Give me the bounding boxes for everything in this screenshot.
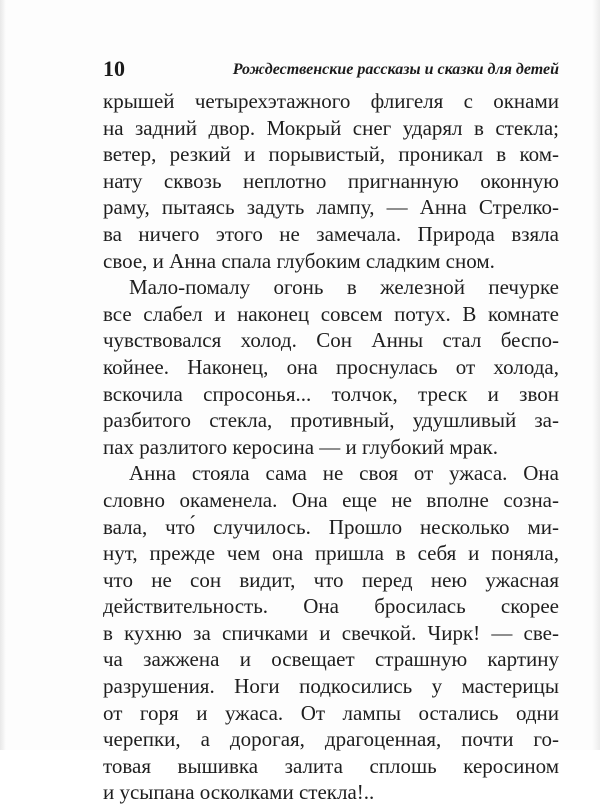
text-line: вскочила спросонья... толчок, треск и звон <box>103 381 559 406</box>
text-line: ва ничего этого не замечала. Природа взяла <box>103 221 559 246</box>
text-line: чувствовался холод. Сон Анны стал беспо- <box>103 328 559 353</box>
text-line: свое, и Анна спала глубоким сладким сном. <box>103 248 495 273</box>
text-line: действительность. Она бросилась скорее <box>103 594 559 619</box>
body-text <box>103 88 559 806</box>
text-line: нату сквозь неплотно пригнанную оконную <box>103 168 559 193</box>
text-line: раму, пытаясь задуть лампу, — Анна Стрелко- <box>103 195 559 220</box>
text-line: Анна стояла сама не своя от ужаса. Она <box>129 461 559 486</box>
page-edge-shadow <box>592 0 600 750</box>
text-line: и усыпана осколками стекла!.. <box>103 780 375 805</box>
text-line: ветер, резкий и порывистый, проникал в ком- <box>103 142 559 167</box>
text-line: койнее. Наконец, она проснулась от холода, <box>103 354 559 379</box>
text-line: разрушения. Ноги подкосились у мастерицы <box>103 674 559 699</box>
text-line: на задний двор. Мокрый снег ударял в стекла; <box>103 115 559 140</box>
page-gutter-shadow <box>0 0 6 750</box>
text-line: пах разлитого керосина — и глубокий мрак. <box>103 434 498 459</box>
text-line: нут, прежде чем она пришла в себя и поняла, <box>103 541 559 566</box>
text-line: товая вышивка залита сплошь керосином <box>103 753 559 778</box>
text-line: черепки, а дорогая, драгоценная, почти го- <box>103 727 559 752</box>
text-line: словно окаменела. Она еще не вполне созна- <box>103 487 559 512</box>
page-number: 10 <box>103 56 125 81</box>
text-line: крышей четырехэтажного флигеля с окнами <box>103 89 559 113</box>
running-title: Рождественские рассказы и сказки для детей <box>232 61 559 78</box>
text-line: все слабел и наконец совсем потух. В комнате <box>103 301 559 326</box>
text-line: Мало-помалу огонь в железной печурке <box>129 275 559 300</box>
text-line: что не сон видит, что перед нею ужасная <box>103 567 559 592</box>
page-header <box>103 56 559 82</box>
text-line: от горя и ужаса. От лампы остались одни <box>103 700 559 725</box>
text-line: разбитого стекла, противный, удушливый за- <box>103 408 559 433</box>
text-line: ча зажжена и освещает страшную картину <box>103 647 559 672</box>
text-line: вала, что́ случилось. Прошло несколько ми- <box>103 514 559 539</box>
text-line: в кухню за спичками и свечкой. Чирк! — све- <box>103 620 559 645</box>
